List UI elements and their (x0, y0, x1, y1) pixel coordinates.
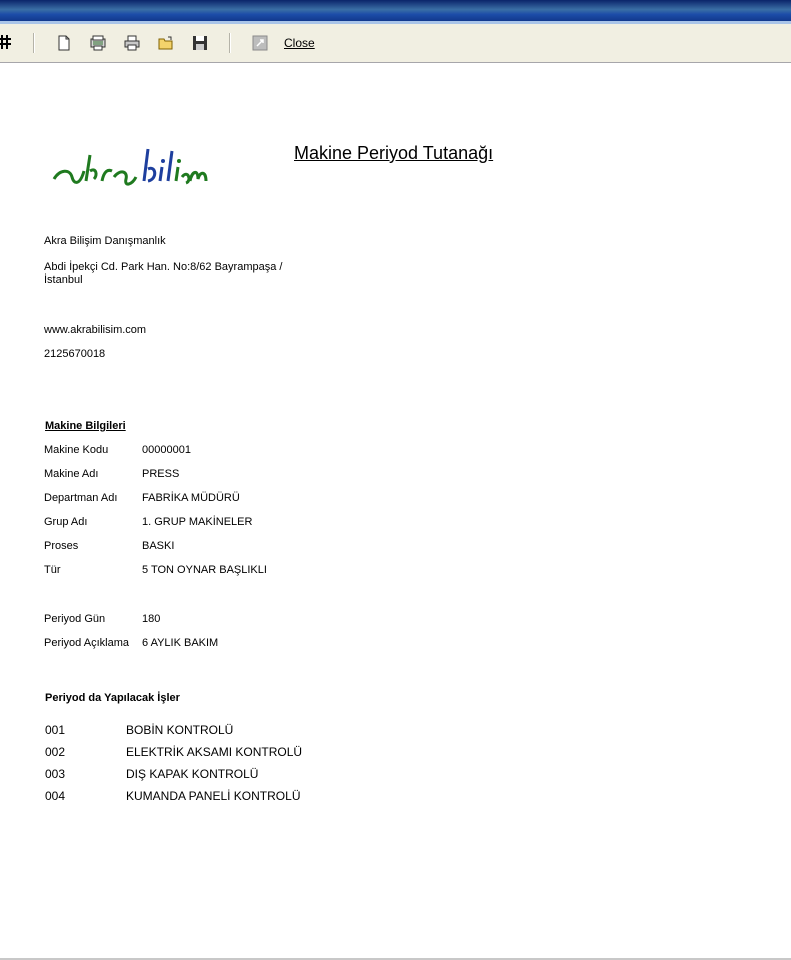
field-label: Grup Adı (44, 516, 88, 528)
report-toolbar (0, 24, 791, 63)
machine-section-title: Makine Bilgileri (45, 420, 126, 432)
toolbar-separator (33, 33, 35, 53)
tasks-section-title: Periyod da Yapılacak İşler (45, 692, 180, 704)
task-name: ELEKTRİK AKSAMI KONTROLÜ (126, 745, 303, 759)
report-title: Makine Periyod Tutanağı (294, 143, 494, 163)
company-website: www.akrabilisim.com (44, 324, 147, 336)
field-label: Tür (44, 564, 61, 576)
close-button-label: Close (284, 36, 315, 50)
field-label: Departman Adı (44, 492, 118, 504)
report-document (0, 63, 791, 958)
field-value: 00000001 (142, 444, 191, 456)
field-label: Periyod Gün (44, 613, 106, 625)
field-label: Proses (44, 540, 79, 552)
toolbar-separator (229, 33, 231, 53)
field-label: Periyod Açıklama (44, 637, 129, 649)
print-preview-icon[interactable] (90, 35, 106, 51)
field-label: Makine Kodu (44, 444, 109, 456)
task-code: 003 (45, 767, 66, 781)
company-phone: 2125670018 (44, 348, 106, 360)
field-value: BASKI (142, 540, 175, 552)
task-code: 002 (45, 745, 66, 759)
task-code: 004 (45, 789, 66, 803)
export-icon[interactable] (252, 35, 268, 51)
close-button[interactable] (284, 36, 315, 50)
task-name: BOBİN KONTROLÜ (126, 723, 234, 737)
print-icon[interactable] (124, 35, 140, 51)
task-code: 001 (45, 723, 66, 737)
akra-bilisim-logo (50, 141, 210, 195)
field-value: PRESS (142, 468, 180, 480)
grid-icon[interactable] (0, 35, 14, 51)
field-value: 1. GRUP MAKİNELER (142, 516, 253, 528)
field-value: FABRİKA MÜDÜRÜ (142, 492, 240, 504)
task-name: DIŞ KAPAK KONTROLÜ (126, 767, 259, 781)
new-page-icon[interactable] (56, 35, 72, 51)
field-label: Makine Adı (44, 468, 99, 480)
company-address: Abdi İpekçi Cd. Park Han. No:8/62 Bayrampaşa / İstanbul (44, 261, 283, 286)
field-value: 5 TON OYNAR BAŞLIKLI (142, 564, 267, 576)
window-title-bar (0, 0, 791, 24)
task-name: KUMANDA PANELİ KONTROLÜ (126, 789, 301, 803)
field-value: 6 AYLIK BAKIM (142, 637, 219, 649)
save-disk-icon[interactable] (192, 35, 208, 51)
field-value: 180 (142, 613, 161, 625)
company-name: Akra Bilişim Danışmanlık (44, 235, 166, 247)
open-folder-icon[interactable] (158, 35, 174, 51)
